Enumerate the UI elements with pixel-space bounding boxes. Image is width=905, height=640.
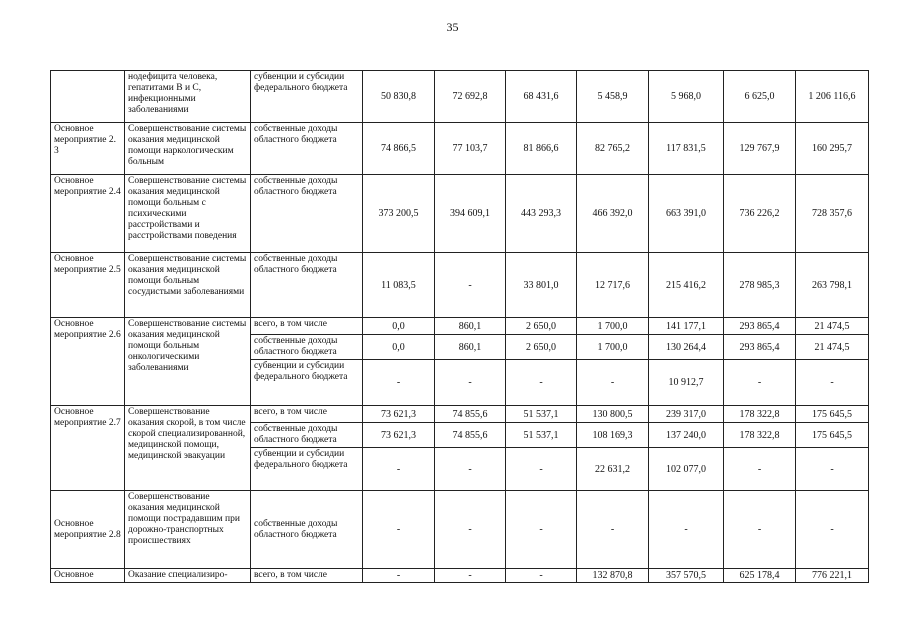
table-row (51, 318, 869, 335)
table-body (51, 71, 869, 583)
value-cell: 73 621,3 (363, 406, 435, 423)
table-row (51, 569, 869, 583)
value-cell: - (506, 448, 577, 491)
value-cell: 776 221,1 (796, 569, 869, 583)
funding-source-cell: субвенции и субсидии федерального бюджета (251, 448, 363, 491)
value-cell: - (577, 360, 649, 406)
value-cell: - (363, 491, 435, 569)
value-cell: 5 458,9 (577, 71, 649, 123)
value-cell: - (796, 360, 869, 406)
value-cell: 51 537,1 (506, 406, 577, 423)
value-cell: 74 866,5 (363, 123, 435, 175)
value-cell: 130 800,5 (577, 406, 649, 423)
value-cell: 663 391,0 (649, 175, 724, 253)
value-cell: 129 767,9 (724, 123, 796, 175)
value-cell: 1 206 116,6 (796, 71, 869, 123)
value-cell: 73 621,3 (363, 423, 435, 448)
funding-source-cell: субвенции и субсидии федерального бюджета (251, 71, 363, 123)
description-cell: Совершенствование системы оказания медицинской помощи наркологическим больным (125, 123, 251, 175)
value-cell: 278 985,3 (724, 253, 796, 318)
value-cell: - (796, 448, 869, 491)
funding-source-cell: всего, в том числе (251, 569, 363, 583)
event-cell: Основное мероприятие 2. 3 (51, 123, 125, 175)
funding-source-cell: собственные доходы областного бюджета (251, 491, 363, 569)
value-cell: 68 431,6 (506, 71, 577, 123)
table-row (51, 175, 869, 253)
description-cell: Совершенствование оказания медицинской помощи пострадавшим при дорожно-транспортных происшествиях (125, 491, 251, 569)
funding-source-cell: всего, в том числе (251, 318, 363, 335)
table-row (51, 253, 869, 318)
value-cell: 72 692,8 (435, 71, 506, 123)
value-cell: 5 968,0 (649, 71, 724, 123)
value-cell: 736 226,2 (724, 175, 796, 253)
value-cell: 357 570,5 (649, 569, 724, 583)
event-cell: Основное мероприятие 2.7 (51, 406, 125, 491)
table-row (51, 123, 869, 175)
value-cell: 74 855,6 (435, 423, 506, 448)
value-cell: 74 855,6 (435, 406, 506, 423)
value-cell: 728 357,6 (796, 175, 869, 253)
value-cell: 2 650,0 (506, 318, 577, 335)
value-cell: - (363, 360, 435, 406)
value-cell: 81 866,6 (506, 123, 577, 175)
value-cell: 33 801,0 (506, 253, 577, 318)
event-cell: Основное мероприятие 2.8 (51, 491, 125, 569)
value-cell: - (724, 360, 796, 406)
value-cell: 860,1 (435, 335, 506, 360)
value-cell: 178 322,8 (724, 406, 796, 423)
value-cell: 2 650,0 (506, 335, 577, 360)
value-cell: - (796, 491, 869, 569)
value-cell: - (577, 491, 649, 569)
value-cell: - (506, 491, 577, 569)
event-cell: Основное мероприятие 2.5 (51, 253, 125, 318)
value-cell: - (724, 491, 796, 569)
value-cell: 130 264,4 (649, 335, 724, 360)
value-cell: - (363, 448, 435, 491)
value-cell: 137 240,0 (649, 423, 724, 448)
value-cell: 108 169,3 (577, 423, 649, 448)
value-cell: 466 392,0 (577, 175, 649, 253)
value-cell: 22 631,2 (577, 448, 649, 491)
value-cell: 175 645,5 (796, 423, 869, 448)
value-cell: 178 322,8 (724, 423, 796, 448)
funding-source-cell: собственные доходы областного бюджета (251, 253, 363, 318)
value-cell: 6 625,0 (724, 71, 796, 123)
value-cell: 160 295,7 (796, 123, 869, 175)
value-cell: 0,0 (363, 318, 435, 335)
event-cell: Основное (51, 569, 125, 583)
value-cell: 443 293,3 (506, 175, 577, 253)
value-cell: 1 700,0 (577, 318, 649, 335)
value-cell: 51 537,1 (506, 423, 577, 448)
value-cell: 132 870,8 (577, 569, 649, 583)
value-cell: 82 765,2 (577, 123, 649, 175)
value-cell: 77 103,7 (435, 123, 506, 175)
page-number: 35 (446, 20, 459, 34)
value-cell: 625 178,4 (724, 569, 796, 583)
funding-source-cell: собственные доходы областного бюджета (251, 123, 363, 175)
value-cell: 10 912,7 (649, 360, 724, 406)
description-cell: Совершенствование оказания скорой, в том числе скорой специализированной, медицинской помощи, медицинской эвакуации (125, 406, 251, 491)
value-cell: - (506, 360, 577, 406)
description-cell: Совершенствование системы оказания медицинской помощи больным сосудистыми заболеваниями (125, 253, 251, 318)
value-cell: 373 200,5 (363, 175, 435, 253)
value-cell: - (435, 569, 506, 583)
value-cell: 0,0 (363, 335, 435, 360)
value-cell: 21 474,5 (796, 318, 869, 335)
event-cell (51, 71, 125, 123)
value-cell: - (649, 491, 724, 569)
budget-table (50, 70, 869, 583)
funding-source-cell: всего, в том числе (251, 406, 363, 423)
description-cell: Совершенствование системы оказания медицинской помощи больным с психическими расстройствами и расстройствами поведения (125, 175, 251, 253)
description-cell: Совершенствование системы оказания медицинской помощи больным онкологическими заболеваниями (125, 318, 251, 406)
value-cell: 215 416,2 (649, 253, 724, 318)
value-cell: - (435, 448, 506, 491)
value-cell: 239 317,0 (649, 406, 724, 423)
value-cell: 293 865,4 (724, 318, 796, 335)
funding-source-cell: собственные доходы областного бюджета (251, 335, 363, 360)
value-cell: 12 717,6 (577, 253, 649, 318)
value-cell: 263 798,1 (796, 253, 869, 318)
table-row (51, 71, 869, 123)
table-row (51, 406, 869, 423)
value-cell: - (363, 569, 435, 583)
value-cell: 141 177,1 (649, 318, 724, 335)
event-cell: Основное мероприятие 2.4 (51, 175, 125, 253)
value-cell: 394 609,1 (435, 175, 506, 253)
funding-source-cell: собственные доходы областного бюджета (251, 423, 363, 448)
value-cell: 11 083,5 (363, 253, 435, 318)
funding-source-cell: собственные доходы областного бюджета (251, 175, 363, 253)
value-cell: 1 700,0 (577, 335, 649, 360)
value-cell: - (724, 448, 796, 491)
value-cell: - (435, 253, 506, 318)
event-cell: Основное мероприятие 2.6 (51, 318, 125, 406)
value-cell: 21 474,5 (796, 335, 869, 360)
value-cell: 860,1 (435, 318, 506, 335)
value-cell: 117 831,5 (649, 123, 724, 175)
value-cell: - (506, 569, 577, 583)
value-cell: 102 077,0 (649, 448, 724, 491)
description-cell: нодефицита человека, гепатитами В и С, инфекционными заболеваниями (125, 71, 251, 123)
value-cell: - (435, 491, 506, 569)
value-cell: 293 865,4 (724, 335, 796, 360)
table-row (51, 491, 869, 569)
funding-source-cell: субвенции и субсидии федерального бюджета (251, 360, 363, 406)
value-cell: 50 830,8 (363, 71, 435, 123)
value-cell: - (435, 360, 506, 406)
description-cell: Оказание специализиро- (125, 569, 251, 583)
value-cell: 175 645,5 (796, 406, 869, 423)
